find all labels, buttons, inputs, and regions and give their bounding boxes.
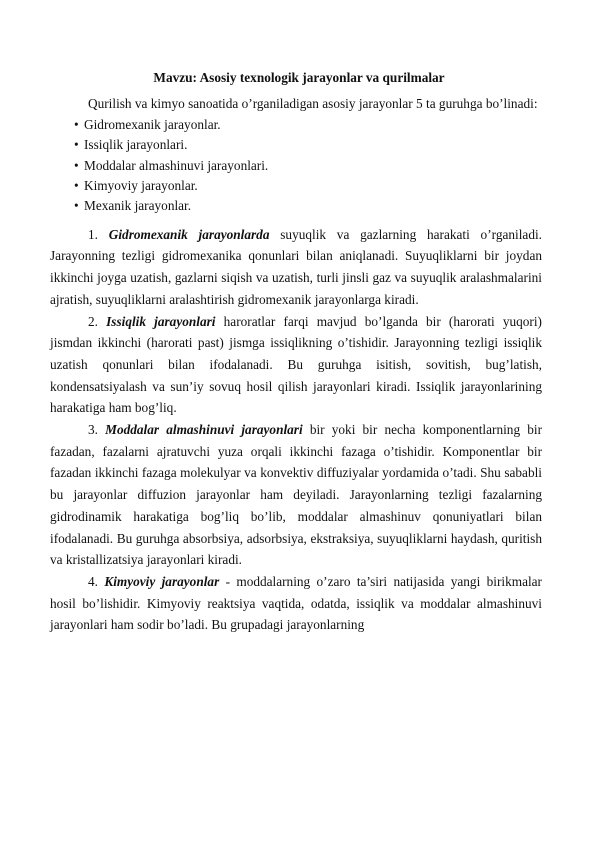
section-term: Issiqlik jarayonlari <box>106 313 216 329</box>
document-title: Mavzu: Asosiy texnologik jarayonlar va qurilmalar <box>153 70 445 85</box>
section-term: Kimyoviy jarayonlar <box>104 573 220 589</box>
section-paragraph <box>50 224 542 311</box>
document-body <box>50 93 542 636</box>
section-text: - moddalarning o’zaro ta’siri natijasida yangi birikmalar hosil bo’lishidir. Kimyoviy reaktsiya vaqtida, odatda, issiqlik va moddalar almashinuvi jarayonlari ham sodir bo’ladi. Bu grupadagi jarayonlarning <box>50 573 542 633</box>
section-paragraph <box>50 311 542 420</box>
section-text: bir yoki bir necha komponentlarning bir fazadan, fazalarni ajratuvchi yuza orqali ikkinchi fazaga o’tishidir. Komponentlar bir fazadan ikkinchi fazaga molekulyar va konvektiv diffuziyalar yordamida o’tadi. Shu sababli bu jarayonlar diffuzion jarayonlar ham deyiladi. Jarayonlarning tezligi fazalarning gidrodinamik harakatiga bog’liq bo’lib, moddalar almashinuv qonuniyatlari bilan ifodalanadi. Bu guruhga absorbsiya, adsorbsiya, ekstraksiya, suyuqliklarni haydash, quritish va kristallizatsiya jarayonlari kiradi. <box>50 422 543 568</box>
list-item: • Gidromexanik jarayonlar. <box>74 115 542 135</box>
bullet-icon: • <box>74 116 79 132</box>
list-item: • Kimyoviy jarayonlar. <box>74 176 542 196</box>
section-number: 4. <box>88 573 98 589</box>
section-paragraph <box>50 571 542 636</box>
process-groups-list <box>50 115 542 217</box>
bullet-icon: • <box>74 177 79 193</box>
section-number: 1. <box>88 226 98 242</box>
list-item: • Mexanik jarayonlar. <box>74 196 542 216</box>
section-term: Gidromexanik jarayonlarda <box>108 226 270 242</box>
section-paragraph <box>50 419 542 571</box>
bullet-icon: • <box>74 137 79 153</box>
bullet-icon: • <box>74 198 79 214</box>
section-term: Moddalar almashinuvi jarayonlari <box>105 422 303 438</box>
list-item: • Issiqlik jarayonlari. <box>74 135 542 155</box>
section-number: 2. <box>88 313 98 329</box>
intro-paragraph: Qurilish va kimyo sanoatida o’rganiladigan asosiy jarayonlar 5 ta guruhga bo’linadi: <box>88 96 538 111</box>
section-text: haroratlar farqi mavjud bo’lganda bir (harorati yuqori) jismdan ikkinchi (harorati past) jismga issiqlikning o’tishidir. Jarayonning tezligi issiqlik uzatish qonunlari bilan ifodalanadi. Bu guruhga isitish, sovitish, bug’latish, kondensatsiyalash va sun’iy sovuq hosil qilish jarayonlari kiradi. Issiqlik jarayonlarining harakatiga ham bog’liq. <box>50 313 542 416</box>
section-number: 3. <box>88 422 98 438</box>
section-text: suyuqlik va gazlarning harakati o’rganiladi. Jarayonning tezligi gidromexanika qonunlari bilan aniqlanadi. Suyuqliklarni bir joydan ikkinchi joyga uzatish, gazlarni siqish va uzatish, turli jinsli gaz va suyuqlik aralashmalarini ajratish, suyuqliklarni aralashtirish gidromexanik jarayonlarga kiradi. <box>50 226 542 307</box>
bullet-icon: • <box>74 157 79 173</box>
list-item: • Moddalar almashinuvi jarayonlari. <box>74 156 542 176</box>
